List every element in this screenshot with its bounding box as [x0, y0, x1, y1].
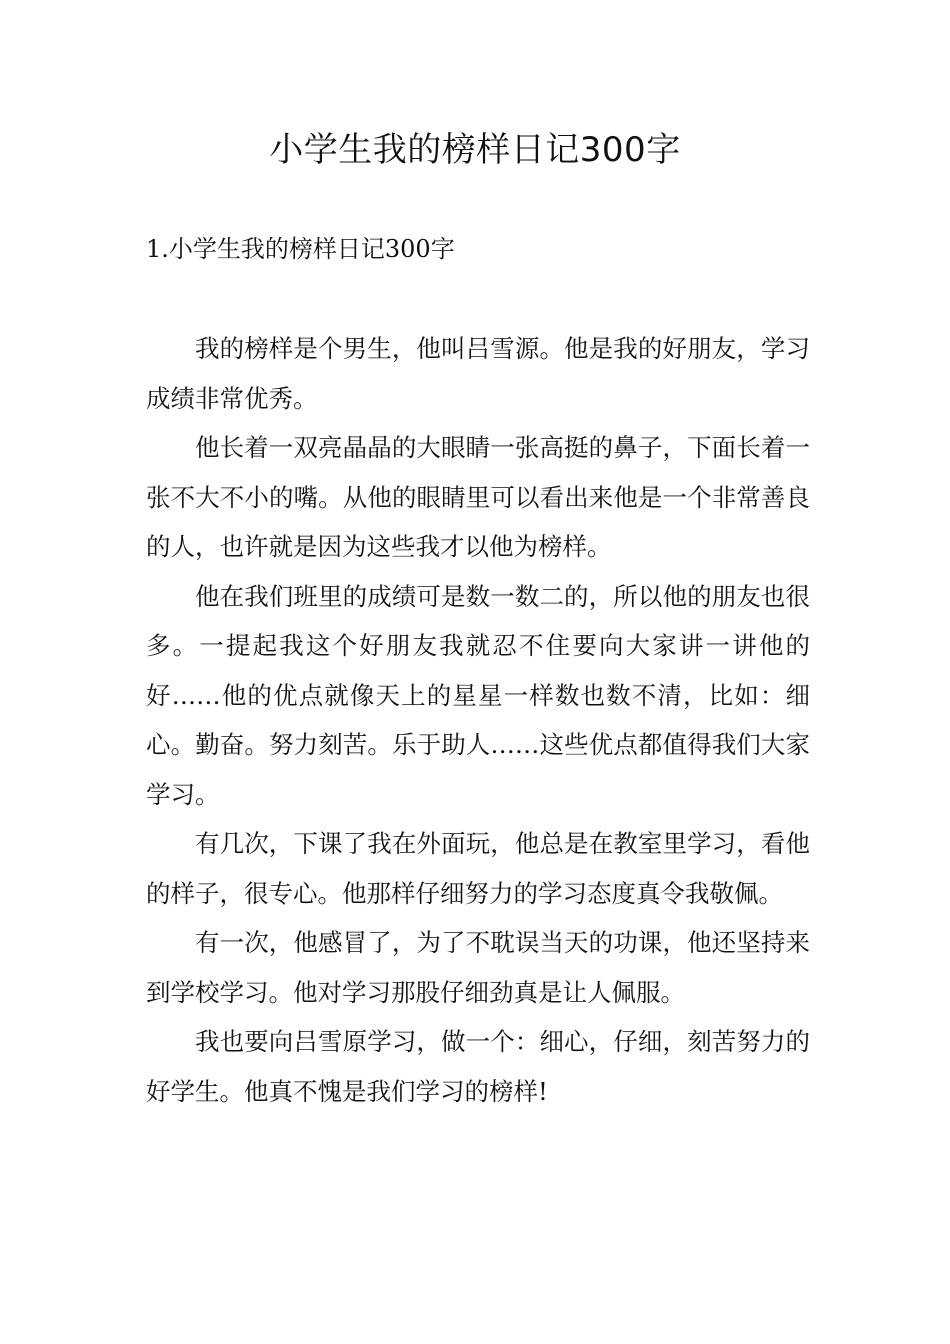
- document-body: [146, 324, 810, 1116]
- section-heading: 1.小学生我的榜样日记300字: [146, 235, 455, 263]
- paragraph: 有几次，下课了我在外面玩，他总是在教室里学习，看他的样子，很专心。他那样仔细努力的学习态度真令我敬佩。: [146, 829, 810, 908]
- paragraph: 有一次，他感冒了，为了不耽误当天的功课，他还坚持来到学校学习。他对学习那股仔细劲真是让人佩服。: [146, 928, 810, 1007]
- paragraph: 我的榜样是个男生，他叫吕雪源。他是我的好朋友，学习成绩非常优秀。: [146, 334, 810, 413]
- paragraph: 我也要向吕雪原学习，做一个：细心，仔细，刻苦努力的好学生。他真不愧是我们学习的榜样!: [146, 1027, 810, 1106]
- paragraph: 他在我们班里的成绩可是数一数二的，所以他的朋友也很多。一提起我这个好朋友我就忍不住要向大家讲一讲他的好……他的优点就像天上的星星一样数也数不清，比如：细心。勤奋。努力刻苦。乐于助人……这些优点都值得我们大家学习。: [146, 581, 810, 809]
- document-title: 小学生我的榜样日记300字: [269, 130, 681, 170]
- paragraph: 他长着一双亮晶晶的大眼睛一张高挺的鼻子，下面长着一张不大不小的嘴。从他的眼睛里可以看出来他是一个非常善良的人，也许就是因为这些我才以他为榜样。: [146, 433, 810, 561]
